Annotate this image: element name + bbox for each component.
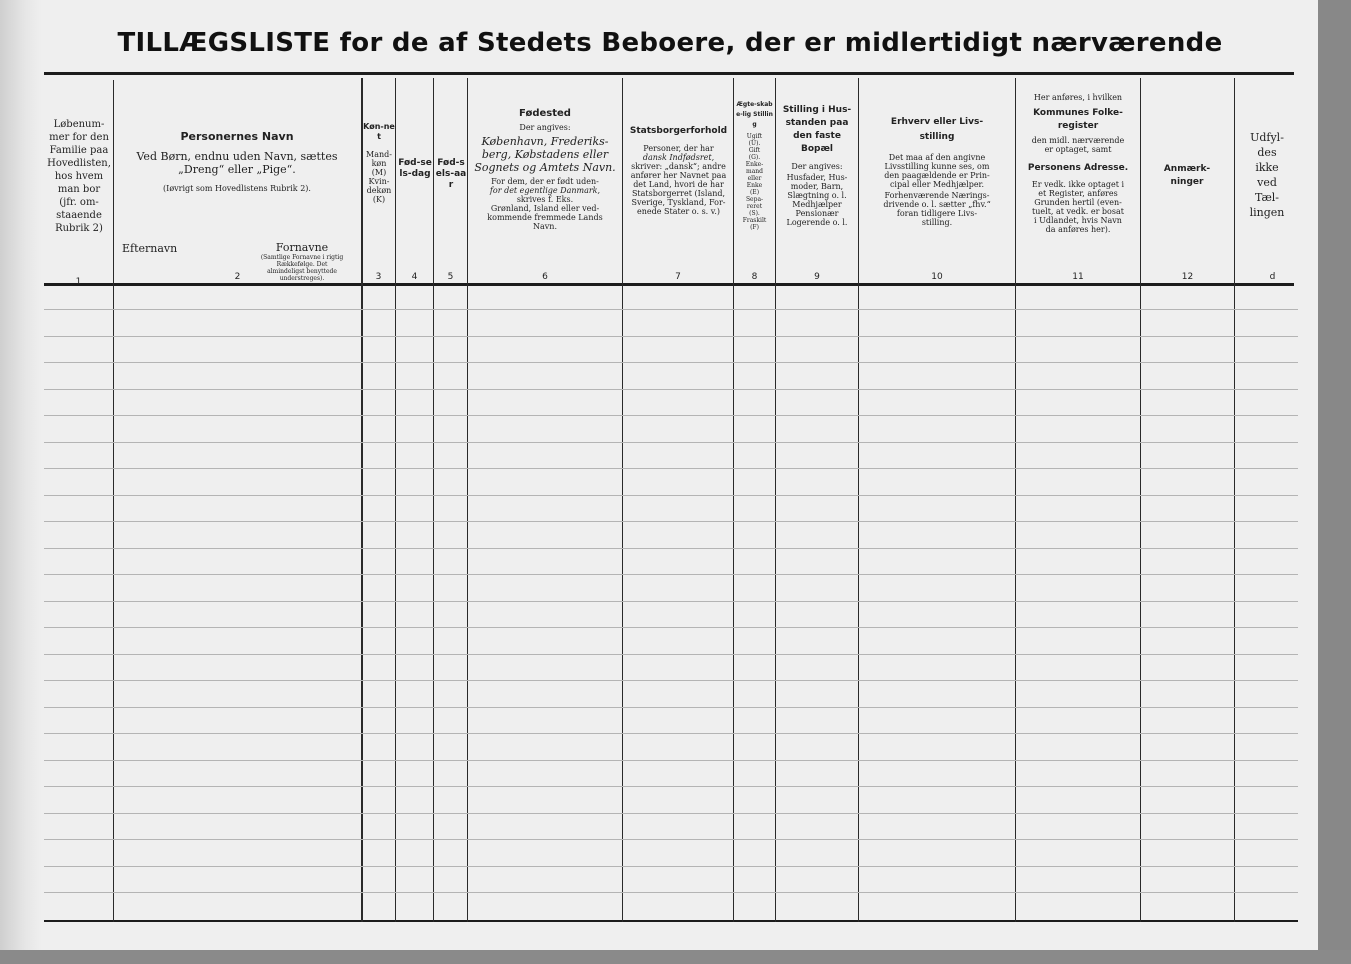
entry-row-line	[44, 627, 1298, 628]
entry-row-line	[44, 733, 1298, 734]
col-5-header: Fød-sels-aar	[435, 158, 467, 190]
col-number-4: 4	[411, 272, 418, 282]
divider-12	[1234, 78, 1235, 922]
col-13-header: Udfyl- des ikke ved Tæl- lingen	[1249, 131, 1285, 219]
col-2-sub-efternavn: Efternavn	[122, 242, 178, 255]
col-number-7: 7	[675, 272, 681, 282]
col-number-12: 12	[1181, 272, 1194, 282]
col-11-header: Her anføres, i hvilken Kommunes Folke-register den midl. nærværende er optaget, samt Personens Adresse. Er vedk. ikke optaget i et Register, anføres Grunden hertil (even- tuelt, at vedk. er bosat i Udlandet, hvis Navn da anføres her).	[1027, 93, 1129, 234]
top-rule	[44, 72, 1294, 75]
header-bottom-rule	[44, 283, 1294, 286]
divider-6	[622, 78, 623, 922]
col-10-header: Erhverv eller Livs-stilling Det maa af den angivne Livsstilling kunne ses, om den paagældende er Prin- cipal eller Medhjælper. Forhenværende Nærings- drivende o. l. sætter „fhv.“ foran tidligere Livs- stilling.	[883, 117, 991, 227]
form-title: TILLÆGSLISTE for de af Stedets Beboere, der er midlertidigt nærværende	[117, 28, 1223, 58]
entry-row-line	[44, 654, 1298, 655]
entry-row-line	[44, 813, 1298, 814]
col-8-header: Ægte-skabe-lig Stilling Ugift (U). Gift (G). Enke- mand eller Enke (E) Sepa- reret (S). Fraskilt (F)	[736, 101, 773, 231]
col-7-header: Statsborgerforhold Personer, der har dansk Indfødsret, skriver: „dansk“; andre anfører her Navnet paa det Land, hvori de har Statsborgerret (Island, Sverige, Tyskland, For- enede Stater o. s. v.)	[629, 126, 728, 216]
divider-1	[113, 80, 114, 922]
col-3-header: Køn-net Mand- køn (M) Kvin- dekøn (K)	[363, 122, 395, 204]
divider-10	[1015, 78, 1016, 922]
entry-row-line	[44, 760, 1298, 761]
entry-row-line	[44, 389, 1298, 390]
entry-row-line	[44, 892, 1298, 893]
entry-row-line	[44, 468, 1298, 469]
entry-row-line	[44, 362, 1298, 363]
col-6-header: Fødested Der angives: København, Frederiks- berg, Købstadens eller Sognets og Amtets Navn. For dem, der er født uden- for det egentlige Danmark, skrives f. Eks. Grønland, Island eller ved- kommende fremmede Lands Navn.	[474, 108, 616, 231]
entry-row-line	[44, 601, 1298, 602]
scan-border-right	[1318, 0, 1351, 964]
divider-8	[775, 78, 776, 922]
divider-9	[858, 78, 859, 922]
col-number-1: 1	[75, 277, 82, 287]
divider-11	[1140, 78, 1141, 922]
scan-edge-strip	[0, 0, 42, 950]
entry-row-line	[44, 521, 1298, 522]
entry-row-line	[44, 707, 1298, 708]
entry-row-line	[44, 309, 1298, 310]
col-number-8: 8	[751, 272, 758, 282]
entry-row-line	[44, 680, 1298, 681]
entry-row-line	[44, 786, 1298, 787]
divider-7	[733, 78, 734, 922]
col-2-header: Personernes Navn Ved Børn, endnu uden Navn, sættes „Dreng“ eller „Pige“. (Iøvrigt som Hovedlistens Rubrik 2).	[136, 130, 338, 193]
col-9-header: Stilling i Hus-standen paa den faste Bopæl Der angives: Husfader, Hus- moder, Barn, Slægtning o. l. Medhjælper Pensionær Logerende o. l.	[782, 105, 852, 227]
col-number-11: 11	[1072, 272, 1084, 282]
col-number-9: 9	[814, 272, 820, 282]
col-4-header: Fød-sels-dag	[398, 158, 432, 179]
bottom-rule	[44, 920, 1298, 922]
entry-row-line	[44, 548, 1298, 549]
entry-row-line	[44, 574, 1298, 575]
scan-border-bottom	[0, 950, 1351, 964]
col-2-sub-fornavne: Fornavne (Samtlige Fornavne i rigtig Rækkefølge. Det almindeligst benyttede understreges).	[260, 241, 344, 282]
entry-row-line	[44, 442, 1298, 443]
col-number-13: d	[1269, 272, 1276, 282]
col-1-header: Løbenum- mer for den Familie paa Hovedlisten, hos hvem man bor (jfr. om- staaende Rubrik 2)	[47, 119, 111, 234]
divider-4	[433, 78, 434, 922]
col-number-3: 3	[375, 272, 382, 282]
col-number-10: 10	[931, 272, 943, 282]
col-number-5: 5	[447, 272, 454, 282]
divider-2	[361, 78, 363, 922]
col-number-2: 2	[234, 272, 241, 282]
col-number-6: 6	[542, 272, 548, 282]
entry-row-line	[44, 866, 1298, 867]
col-12-header: Anmærk-ninger	[1163, 164, 1211, 187]
entry-row-line	[44, 336, 1298, 337]
entry-row-line	[44, 495, 1298, 496]
entry-row-line	[44, 415, 1298, 416]
divider-3	[395, 78, 396, 922]
divider-5	[467, 78, 468, 922]
entry-row-line	[44, 839, 1298, 840]
